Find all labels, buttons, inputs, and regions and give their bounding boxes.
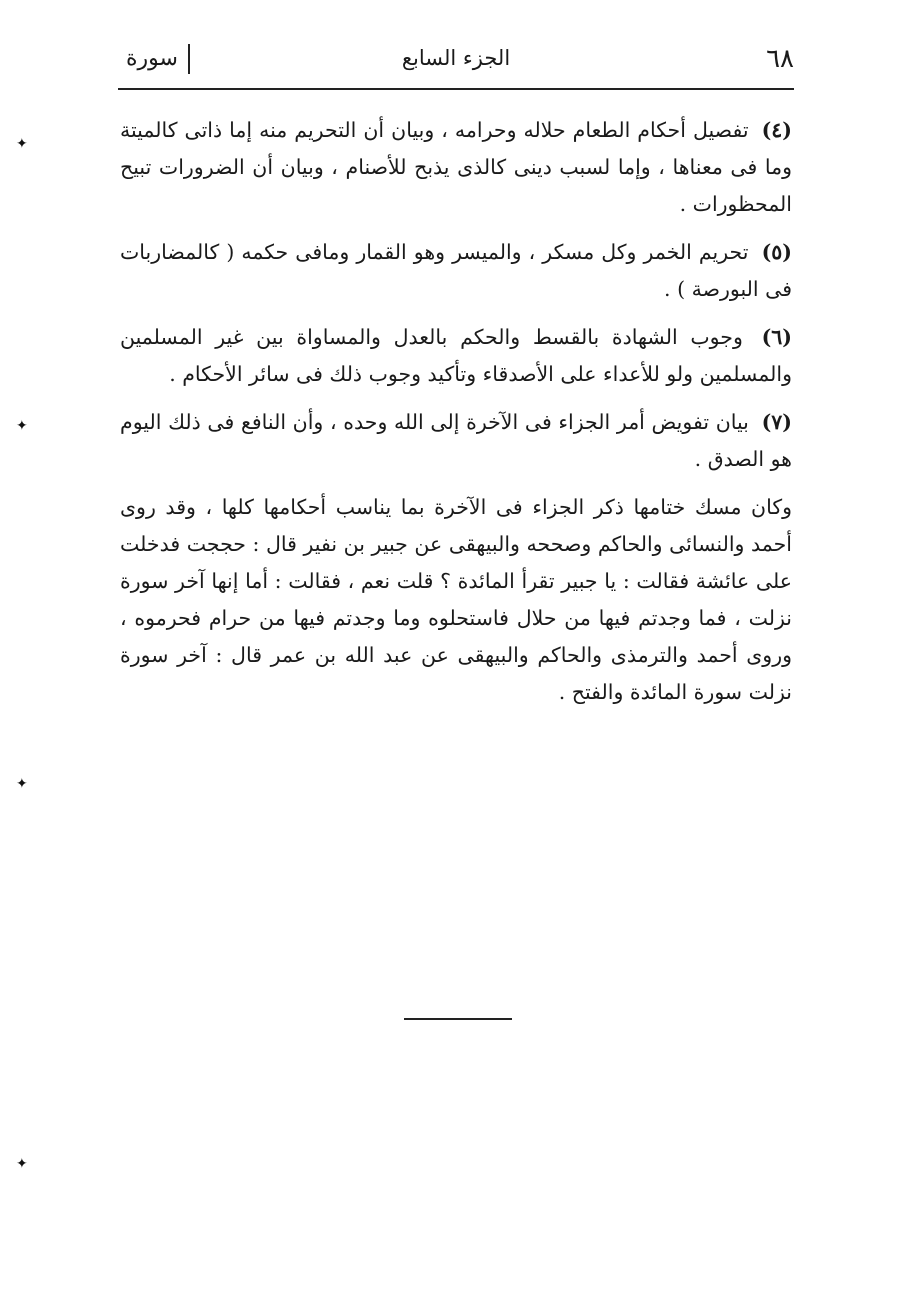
item-number: (٦)	[761, 325, 792, 349]
item-text: بيان تفويض أمر الجزاء فى الآخرة إلى الله وحده ، وأن النافع فى ذلك اليوم هو الصدق .	[120, 410, 792, 471]
list-item	[120, 112, 792, 223]
item-text: وجوب الشهادة بالقسط والحكم بالعدل والمساواة بين غير المسلمين والمسلمين ولو للأعداء على الأصدقاء وتأكيد وجوب ذلك فى سائر الأحكام .	[120, 325, 792, 386]
margin-mark-icon: ✦	[16, 136, 28, 152]
margin-mark-icon: ✦	[16, 1156, 28, 1172]
main-text	[120, 112, 792, 722]
margin-mark-icon: ✦	[16, 776, 28, 792]
header-rule	[118, 88, 794, 90]
list-item	[120, 404, 792, 478]
item-number: (٤)	[761, 118, 792, 142]
item-text: تفصيل أحكام الطعام حلاله وحرامه ، وبيان أن التحريم منه إما ذاتى كالميتة وما فى معناها ، وإما لسبب دينى كالذى يذبح للأصنام ، وبيان أن الضرورات تبيح المحظورات .	[120, 118, 792, 216]
item-number: (٧)	[761, 410, 792, 434]
margin-mark-icon: ✦	[16, 418, 28, 434]
item-number: (٥)	[761, 240, 792, 264]
list-item	[120, 319, 792, 393]
page-header	[118, 38, 794, 84]
closing-paragraph: وكان مسك ختامها ذكر الجزاء فى الآخرة بما يناسب أحكامها كلها ، وقد روى أحمد والنسائى والحاكم وصححه والبيهقى عن جبير بن نفير قال : حججت فدخلت على عائشة فقالت : يا جبير تقرأ المائدة ؟ قلت نعم ، فقالت : أما إنها آخر سورة نزلت ، فما وجدتم فيها من حلال فاستحلوه وما وجدتم فيها من حرام فحرموه ، وروى أحمد والترمذى والحاكم والبيهقى عن عبد الله بن عمر قال : آخر سورة نزلت سورة المائدة والفتح .	[120, 495, 792, 704]
page-number: ٦٨	[766, 44, 794, 74]
item-text: تحريم الخمر وكل مسكر ، والميسر وهو القمار ومافى حكمه ( كالمضاربات فى البورصة ) .	[120, 240, 792, 301]
list-item	[120, 234, 792, 308]
end-rule	[404, 1018, 512, 1020]
surah-label: سورة	[126, 44, 190, 74]
running-title: الجزء السابع	[401, 46, 511, 70]
